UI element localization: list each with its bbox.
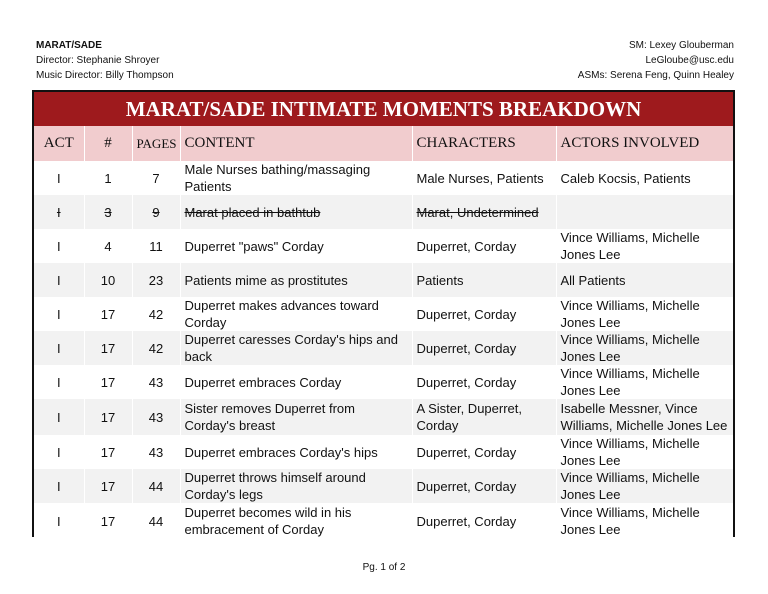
cell-characters: Duperret, Corday — [412, 297, 556, 331]
table-row — [34, 503, 733, 539]
cell-number: 17 — [84, 399, 132, 435]
cell-content: Sister removes Duperret from Corday's breast — [180, 399, 412, 435]
sm-email[interactable]: LeGloube@usc.edu — [645, 55, 734, 66]
cell-characters: Male Nurses, Patients — [412, 161, 556, 195]
col-pages: PAGES — [132, 126, 180, 161]
cell-pages: 44 — [132, 469, 180, 503]
page-number: Pg. 1 of 2 — [362, 562, 406, 573]
cell-pages: 42 — [132, 331, 180, 365]
table-row — [34, 365, 733, 399]
stage-manager: SM: Lexey Glouberman — [628, 40, 734, 51]
cell-content: Patients mime as prostitutes — [180, 263, 412, 297]
cell-number: 17 — [84, 503, 132, 539]
cell-act: I — [56, 306, 61, 322]
cell-act: I — [56, 204, 61, 220]
table-row — [34, 469, 733, 503]
cell-content: Duperret throws himself around Corday's legs — [180, 469, 412, 503]
cell-pages: 7 — [132, 161, 180, 195]
cell-actors: Vince Williams, Michelle Jones Lee — [556, 229, 733, 263]
table-row — [34, 435, 733, 469]
cell-pages: 11 — [132, 229, 180, 263]
cell-pages: 43 — [132, 399, 180, 435]
director: Director: Stephanie Shroyer — [36, 55, 160, 66]
cell-content: Duperret "paws" Corday — [180, 229, 412, 263]
cell-characters: Duperret, Corday — [412, 331, 556, 365]
breakdown-table — [34, 126, 733, 539]
cell-characters: Duperret, Corday — [412, 435, 556, 469]
cell-actors: Caleb Kocsis, Patients — [556, 161, 733, 195]
cell-pages: 44 — [132, 503, 180, 539]
col-characters: CHARACTERS — [412, 126, 556, 161]
col-act: ACT — [43, 135, 74, 151]
cell-number: 17 — [84, 435, 132, 469]
cell-number: 17 — [84, 365, 132, 399]
cell-number: 1 — [84, 161, 132, 195]
cell-actors — [556, 195, 733, 229]
cell-act: I — [56, 409, 61, 425]
cell-actors: Vince Williams, Michelle Jones Lee — [556, 297, 733, 331]
cell-characters: Duperret, Corday — [412, 229, 556, 263]
table-row — [34, 263, 733, 297]
cell-characters: Duperret, Corday — [412, 365, 556, 399]
cell-content: Duperret makes advances toward Corday — [180, 297, 412, 331]
header-right — [578, 38, 734, 83]
cell-content: Duperret caresses Corday's hips and back — [180, 331, 412, 365]
music-director: Music Director: Billy Thompson — [36, 70, 174, 81]
table-row — [34, 399, 733, 435]
cell-act: I — [56, 272, 61, 288]
table-row — [34, 297, 733, 331]
cell-actors: Vince Williams, Michelle Jones Lee — [556, 365, 733, 399]
cell-content: Duperret embraces Corday's hips — [180, 435, 412, 469]
cell-number: 4 — [84, 229, 132, 263]
cell-number: 17 — [84, 469, 132, 503]
cell-act: I — [56, 238, 61, 254]
cell-characters: Patients — [412, 263, 556, 297]
cell-act: I — [56, 513, 61, 529]
cell-act: I — [56, 170, 61, 186]
table-row — [34, 161, 733, 195]
sheet-title: MARAT/SADE INTIMATE MOMENTS BREAKDOWN — [34, 92, 733, 126]
cell-number: 3 — [84, 195, 132, 229]
col-number: # — [84, 126, 132, 161]
cell-act: I — [56, 478, 61, 494]
cell-pages: 23 — [132, 263, 180, 297]
table-row — [34, 331, 733, 365]
cell-content: Duperret becomes wild in his embracement of Corday — [180, 503, 412, 539]
table-row — [34, 229, 733, 263]
col-actors: ACTORS INVOLVED — [556, 126, 733, 161]
cell-number: 17 — [84, 331, 132, 365]
cell-actors: Vince Williams, Michelle Jones Lee — [556, 503, 733, 539]
show-title: MARAT/SADE — [36, 40, 102, 51]
cell-pages: 9 — [132, 195, 180, 229]
cell-act: I — [56, 444, 61, 460]
cell-actors: Isabelle Messner, Vince Williams, Michelle Jones Lee — [556, 399, 733, 435]
cell-number: 17 — [84, 297, 132, 331]
cell-content: Male Nurses bathing/massaging Patients — [180, 161, 412, 195]
col-content: CONTENT — [180, 126, 412, 161]
cell-actors: Vince Williams, Michelle Jones Lee — [556, 435, 733, 469]
cell-actors: Vince Williams, Michelle Jones Lee — [556, 331, 733, 365]
cell-content: Marat placed in bathtub — [180, 195, 412, 229]
cell-content: Duperret embraces Corday — [180, 365, 412, 399]
cell-act: I — [56, 340, 61, 356]
breakdown-sheet — [32, 90, 735, 537]
cell-number: 10 — [84, 263, 132, 297]
cell-pages: 42 — [132, 297, 180, 331]
table-row-struck — [34, 195, 733, 229]
cell-characters: Duperret, Corday — [412, 503, 556, 539]
cell-pages: 43 — [132, 435, 180, 469]
cell-characters: A Sister, Duperret, Corday — [412, 399, 556, 435]
cell-characters: Marat, Undetermined — [412, 195, 556, 229]
table-header — [34, 126, 733, 161]
cell-characters: Duperret, Corday — [412, 469, 556, 503]
cell-actors: Vince Williams, Michelle Jones Lee — [556, 469, 733, 503]
cell-act: I — [56, 374, 61, 390]
cell-actors: All Patients — [556, 263, 733, 297]
cell-pages: 43 — [132, 365, 180, 399]
header-left — [36, 38, 174, 83]
assistant-stage-managers: ASMs: Serena Feng, Quinn Healey — [577, 70, 734, 81]
